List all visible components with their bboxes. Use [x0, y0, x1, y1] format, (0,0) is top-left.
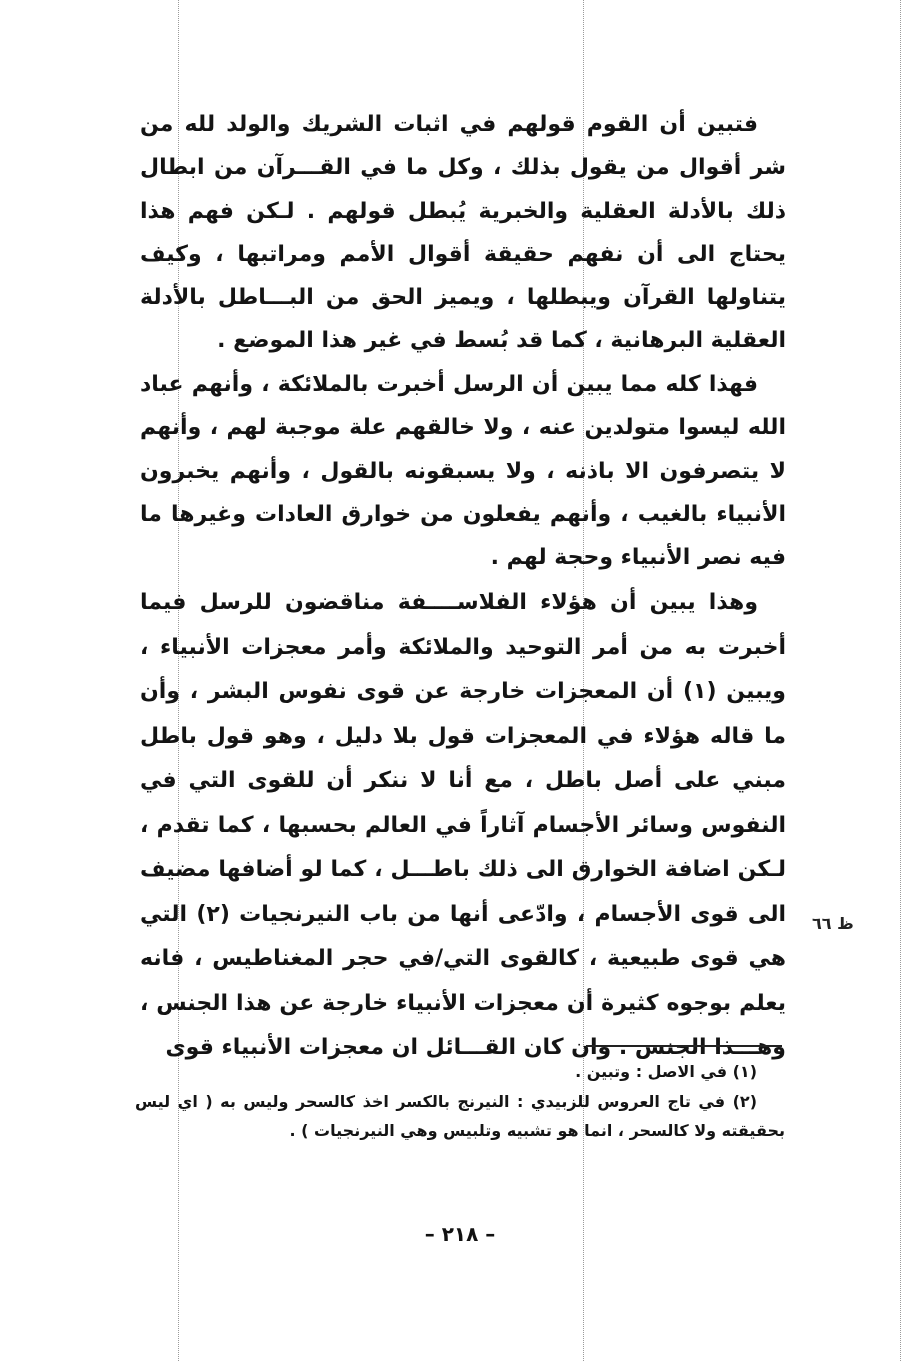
- scan-edge-line: [900, 0, 901, 1361]
- page-number: – ٢١٨ –: [424, 1222, 496, 1246]
- paragraph-text: فتبين أن القوم قولهم في اثبات الشريك والولد لله من شر أقوال من يقول بذلك ، وكل ما في القـــرآن من ابطال ذلك بالأدلة العقلية والخبرية يُبطل قولهم . لـكن فهم هذا يحتاج الى أن نفهم حقيقة أقوال الأمم ومراتبها ، وكيف يتناولها القرآن ويبطلها ، ويميز الحق من البـــاطل بالأدلة العقلية البرهانية ، كما قد بُسط في غير هذا الموضع .: [140, 112, 786, 354]
- margin-folio-note: ظ ٦٦: [812, 914, 854, 933]
- footnote-separator: [586, 1045, 782, 1047]
- body-paragraph-3: [140, 581, 786, 1071]
- body-paragraph-1: [140, 103, 786, 363]
- footnote-2: (٢) في تاج العروس للزبيدي : النيرنج بالكسر اخذ كالسحر وليس به ( اي ليس بحقيقته ولا كالسحر ، انما هو تشبيه وتلبيس وهي النيرنجيات ) .: [135, 1091, 785, 1140]
- body-paragraph-2: [140, 363, 786, 579]
- paragraph-text: فهذا كله مما يبين أن الرسل أخبرت بالملائكة ، وأنهم عباد الله ليسوا متولدين عنه ، ولا خالقهم علة موجبة لهم ، وأنهم لا يتصرفون الا باذنه ، ولا يسبقونه بالقول ، وأنهم يخبرون الأنبياء بالغيب ، وأنهم يفعلون من خوارق العادات وغيرها ما فيه نصر الأنبياء وحجة لهم .: [140, 372, 786, 571]
- footnotes: [135, 1057, 785, 1146]
- footnote-1: (١) في الاصل : وتبين .: [575, 1062, 757, 1081]
- paragraph-text: وهذا يبين أن هؤلاء الفلاســــفة مناقضون للرسل فيما أخبرت به من أمر التوحيد والملائكة وأمر معجزات الأنبياء ، ويبين (١) أن المعجزات خارجة عن قوى نفوس البشر ، وأن ما قاله هؤلاء في المعجزات قول بلا دليل ، وهو قول باطل مبني على أصل باطل ، مع أنا لا ننكر أن للقوى التي في النفوس وسائر الأجسام آثاراً في العالم بحسبها ، كما تقدم ، لـكن اضافة الخوارق الى ذلك باطـــل ، كما لو أضافها مضيف الى قوى الأجسام ، وادّعى أنها من باب النيرنجيات (٢) التي هي قوى طبيعية ، كالقوى التي/في حجر المغناطيس ، فانه يعلم بوجوه كثيرة أن معجزات الأنبياء خارجة عن هذا الجنس ، وهـــذا الجنس . وان كان القـــائل ان معجزات الأنبياء قوى: [140, 590, 786, 1060]
